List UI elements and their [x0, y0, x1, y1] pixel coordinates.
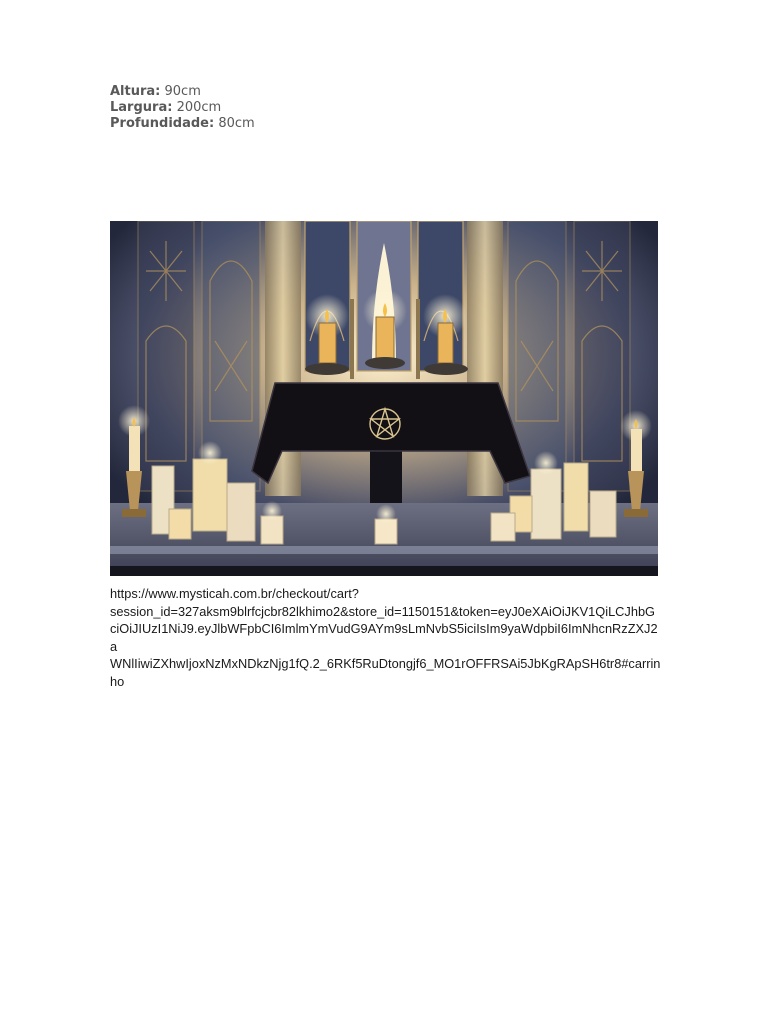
height-value: 90cm	[164, 84, 201, 99]
url-line-5: ho	[110, 673, 125, 689]
depth-value: 80cm	[218, 116, 255, 132]
altar-illustration	[110, 221, 658, 576]
width-value: 200cm	[176, 100, 222, 116]
depth-spec	[110, 116, 255, 132]
url-line-4: WNlIiwiZXhwIjoxNzMxNDkzNjg1fQ.2_6RKf5RuDtongjf6_MO1rOFFRSAi5JbKgRApSH6tr8#carrin	[110, 656, 661, 672]
url-line-1: https://www.mysticah.com.br/checkout/cart?	[110, 586, 359, 601]
top-candles	[305, 289, 468, 379]
depth-label: Profundidade:	[110, 116, 215, 132]
url-line-3: ciOiJIUzI1NiJ9.eyJlbWFpbCI6ImlmYmVudG9AYm9sLmNvbS5iciIsIm9yaWdpbiI6ImNhcnRzZXJ2a	[110, 621, 658, 654]
width-spec	[110, 100, 255, 116]
dimensions-block	[110, 84, 255, 133]
url-line-2: session_id=327aksm9blrfcjcbr82lkhimo2&store_id=1150151&token=eyJ0eXAiOiJKV1QiLCJhbG	[110, 603, 656, 619]
height-spec	[110, 84, 255, 100]
cart-url-text	[110, 585, 662, 691]
height-label: Altura:	[110, 84, 161, 99]
width-label: Largura:	[110, 100, 173, 116]
